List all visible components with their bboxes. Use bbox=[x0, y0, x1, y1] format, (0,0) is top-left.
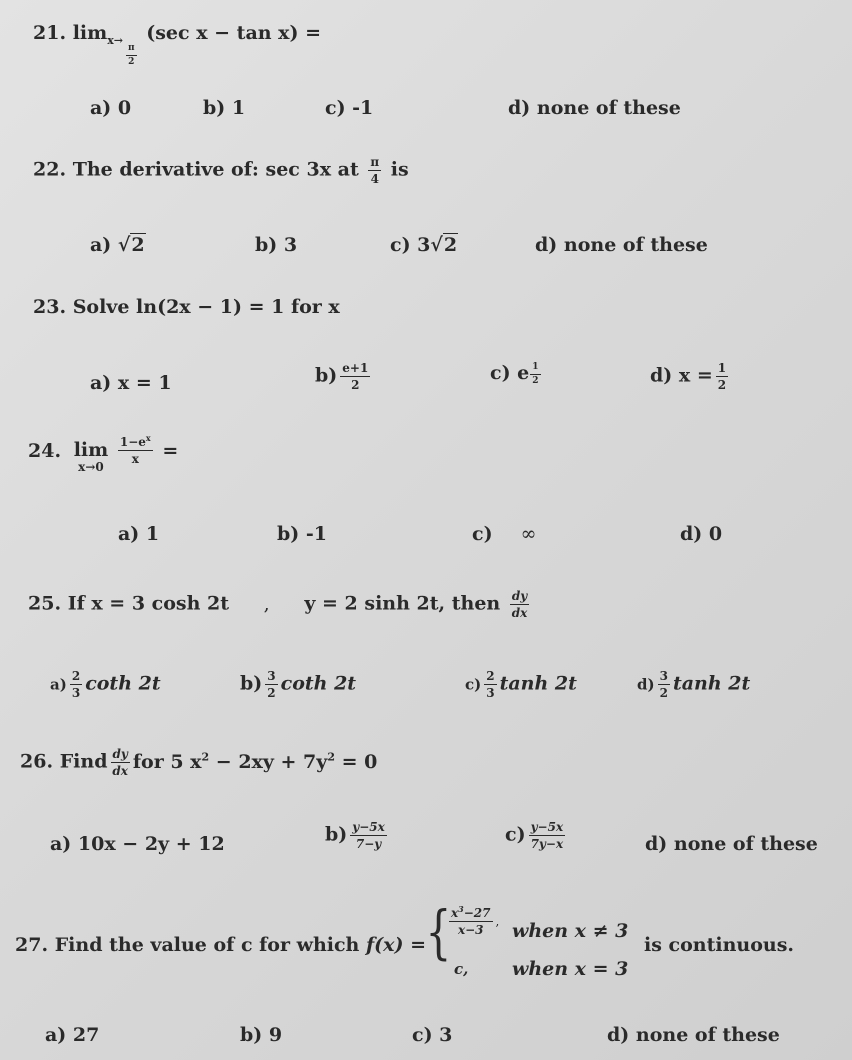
q24-limit: lim x→0 bbox=[73, 439, 109, 474]
q22-prompt bbox=[33, 156, 409, 185]
infinity-symbol: ∞ bbox=[520, 523, 537, 545]
q26-option-a[interactable]: a) 10x − 2y + 12 bbox=[50, 833, 225, 855]
q26-option-c[interactable]: c) $\frac{y-5x}{7y-x}$ bbox=[505, 820, 564, 851]
q24-prompt bbox=[28, 433, 179, 474]
q21-option-d[interactable]: d) none of these bbox=[508, 97, 681, 119]
q23-option-d[interactable]: d) x = $\frac{1}{2}$ bbox=[650, 361, 727, 392]
q23-option-c[interactable]: c) e $\frac{1}{2}$ bbox=[490, 362, 539, 386]
q22-option-c[interactable]: c) 3√2 bbox=[390, 234, 458, 256]
q27-case1-cond: when x ≠ 3 bbox=[512, 920, 629, 942]
q22-option-d[interactable]: d) none of these bbox=[535, 234, 708, 256]
q27-case1-expr: $\frac{x^3-27}{x-3}$ , bbox=[451, 904, 500, 937]
q21-option-c[interactable]: c) -1 bbox=[325, 97, 374, 119]
q24-option-b[interactable]: b) -1 bbox=[277, 523, 327, 545]
q27-tail: is continuous. bbox=[644, 934, 795, 956]
q21-expression: (sec x − tan x) = bbox=[146, 22, 322, 44]
q27-case2-val: c, bbox=[454, 960, 469, 978]
q25-fraction: $\frac{dy}{dx}$ bbox=[511, 589, 528, 620]
q22-number: 22. bbox=[33, 158, 67, 181]
q27-brace: { bbox=[425, 898, 452, 966]
q22-tail: is bbox=[390, 158, 409, 181]
q25-option-c[interactable]: c) $\frac{2}{3}$ tanh 2t bbox=[465, 669, 577, 700]
q26-fraction: $\frac{dy}{dx}$ bbox=[112, 747, 128, 778]
q23-number: 23. bbox=[33, 296, 67, 318]
q25-sep: , bbox=[263, 592, 270, 615]
q27-text: Find the value of c for which bbox=[54, 934, 360, 956]
q22-fraction: $\frac{\pi}{4}$ bbox=[370, 155, 380, 186]
q27-option-a[interactable]: a) 27 bbox=[45, 1024, 100, 1046]
q24-option-a[interactable]: a) 1 bbox=[118, 523, 160, 545]
q21-option-a[interactable]: a) 0 bbox=[90, 97, 132, 119]
q26-option-b[interactable]: b) $\frac{y-5x}{7-y}$ bbox=[325, 820, 385, 851]
q23-prompt bbox=[33, 296, 340, 318]
q26-prompt bbox=[20, 748, 377, 777]
q25-option-a[interactable]: a) $\frac{2}{3}$ coth 2t bbox=[50, 669, 161, 700]
q21-number: 21. bbox=[33, 22, 67, 44]
q22-text: The derivative of: sec 3x at bbox=[72, 158, 359, 181]
q21-lim: lim bbox=[72, 22, 108, 44]
q24-fraction: $\frac{1-e^x}{x}$ bbox=[119, 433, 151, 466]
q24-option-c[interactable]: c) ∞ bbox=[472, 523, 537, 545]
q25-option-d[interactable]: d) $\frac{3}{2}$ tanh 2t bbox=[637, 669, 751, 700]
q23-text: Solve ln(2x − 1) = 1 for x bbox=[72, 296, 340, 318]
q25-option-b[interactable]: b) $\frac{3}{2}$ coth 2t bbox=[240, 669, 357, 700]
q24-equals: = bbox=[162, 440, 179, 462]
q27-fx: f(x) = bbox=[366, 934, 427, 956]
q26-number: 26. bbox=[20, 750, 54, 773]
q21-prompt bbox=[33, 22, 321, 67]
q23-option-a[interactable]: a) x = 1 bbox=[90, 372, 172, 394]
q26-find: Find bbox=[59, 750, 108, 773]
q25-text1: If x = 3 cosh 2t bbox=[67, 592, 230, 615]
q27-prompt-left bbox=[15, 934, 426, 956]
q22-option-b[interactable]: b) 3 bbox=[255, 234, 298, 256]
q27-case2-cond: when x = 3 bbox=[512, 958, 629, 980]
q27-option-c[interactable]: c) 3 bbox=[412, 1024, 453, 1046]
q22-option-a[interactable]: a) √2 bbox=[90, 234, 145, 256]
q24-option-d[interactable]: d) 0 bbox=[680, 523, 723, 545]
q21-limit-sub: x→ π 2 bbox=[107, 33, 135, 67]
q26-equation: for 5 $x^2 - 2xy + 7y^2 = 0$ bbox=[132, 750, 378, 773]
q25-prompt bbox=[28, 590, 532, 619]
q25-text2: y = 2 sinh 2t, then bbox=[304, 592, 501, 615]
q27-option-b[interactable]: b) 9 bbox=[240, 1024, 283, 1046]
q21-option-b[interactable]: b) 1 bbox=[203, 97, 246, 119]
q25-number: 25. bbox=[28, 592, 62, 615]
q26-option-d[interactable]: d) none of these bbox=[645, 833, 818, 855]
q27-option-d[interactable]: d) none of these bbox=[607, 1024, 780, 1046]
q24-number: 24. bbox=[28, 440, 62, 462]
q23-option-b[interactable]: b) $\frac{e+1}{2}$ bbox=[315, 361, 369, 392]
q27-number: 27. bbox=[15, 934, 49, 956]
